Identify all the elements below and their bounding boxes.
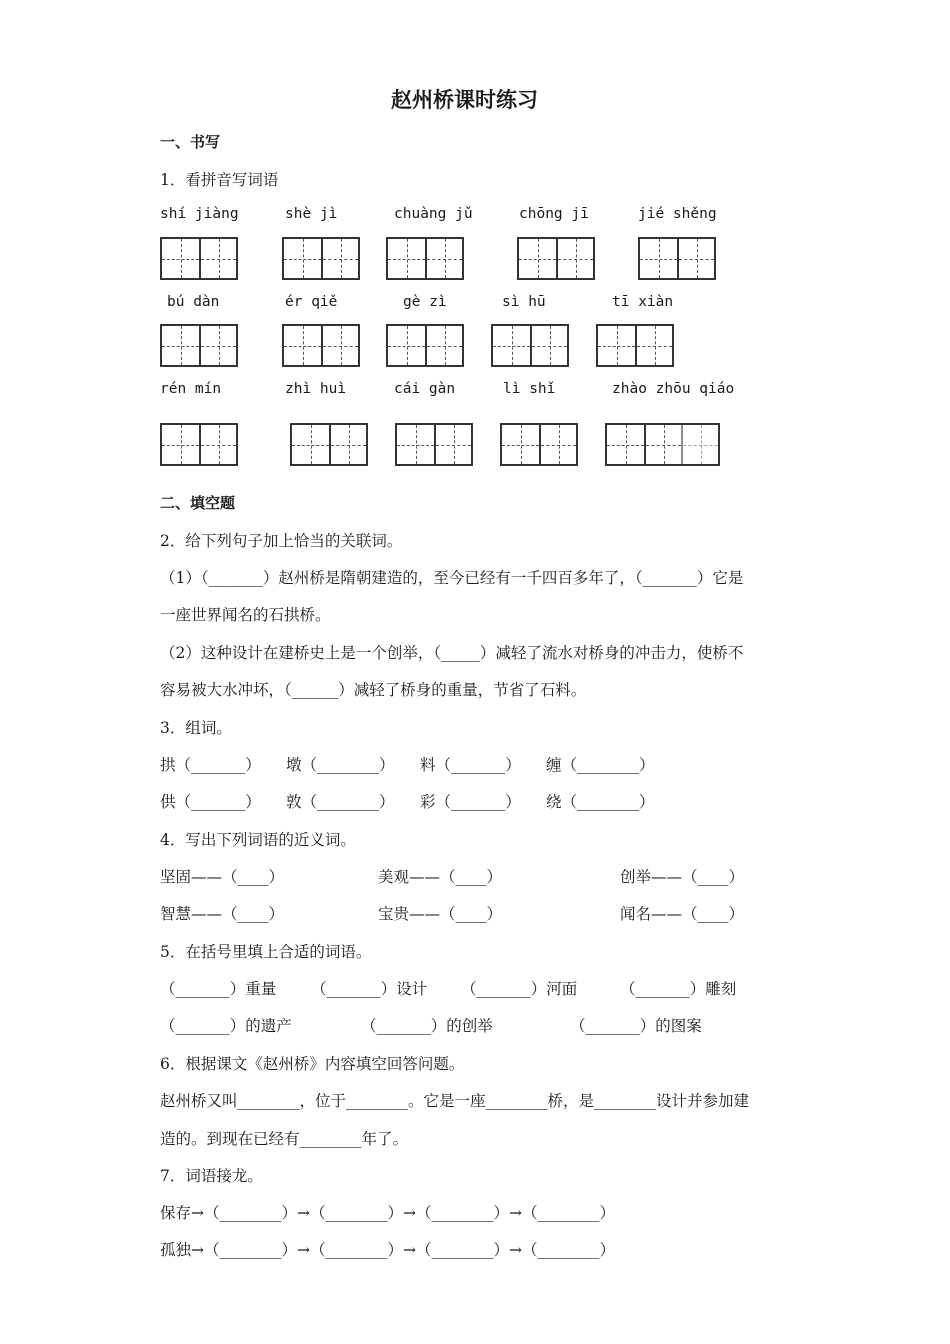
pinyin-label: shí jiàng: [160, 206, 239, 222]
pinyin-label: shè jì: [285, 206, 338, 222]
fill-phrase-item: （_______）的创举: [361, 1017, 493, 1035]
synonym-item: 宝贵——（____）: [378, 905, 503, 923]
question-2-sentence: （1）（_______）赵州桥是隋朝建造的，至今已经有一千四百多年了，（_______）它是: [160, 569, 744, 587]
section-heading-writing: 一、书写: [160, 133, 221, 151]
word-building-item: 料（_______）: [420, 756, 521, 774]
pinyin-label: sì hū: [502, 294, 546, 310]
question-7-prompt: 7．词语接龙。: [160, 1167, 263, 1185]
writing-grid[interactable]: [160, 423, 238, 466]
fill-phrase-item: （_______）的遗产: [160, 1017, 292, 1035]
writing-grid[interactable]: [638, 237, 716, 280]
pinyin-label: jié shěng: [638, 206, 717, 222]
writing-grid[interactable]: [160, 237, 238, 280]
writing-grid[interactable]: [386, 237, 464, 280]
writing-grid[interactable]: [517, 237, 595, 280]
word-building-item: 墩（________）: [286, 756, 395, 774]
fill-phrase-item: （_______）设计: [311, 980, 428, 998]
pinyin-label: gè zì: [403, 294, 447, 310]
pinyin-label: bú dàn: [167, 294, 220, 310]
pinyin-label: zhào zhōu qiáo: [612, 381, 735, 397]
word-chain-row: 孤独→（________）→（________）→（________）→（________）: [160, 1241, 615, 1259]
question-2-prompt: 2．给下列句子加上恰当的关联词。: [160, 532, 403, 550]
pinyin-label: cái gàn: [394, 381, 456, 397]
word-building-item: 拱（_______）: [160, 756, 261, 774]
question-3-prompt: 3．组词。: [160, 719, 232, 737]
section-heading-fill-in: 二、填空题: [160, 494, 236, 512]
writing-grid[interactable]: [395, 423, 473, 466]
pinyin-label: lì shǐ: [503, 381, 556, 397]
synonym-item: 闻名——（____）: [620, 905, 745, 923]
question-4-prompt: 4．写出下列词语的近义词。: [160, 831, 356, 849]
question-6-line: 赵州桥又叫________，位于________。它是一座________桥，是________设计并参加建: [160, 1092, 750, 1110]
question-2-sentence: （2）这种设计在建桥史上是一个创举，（_____）减轻了流水对桥身的冲击力，使桥不: [160, 644, 744, 662]
word-chain-row: 保存→（________）→（________）→（________）→（________）: [160, 1204, 615, 1222]
page-title: 赵州桥课时练习: [391, 88, 538, 112]
writing-grid[interactable]: [596, 324, 674, 367]
fill-phrase-item: （_______）雕刻: [620, 980, 737, 998]
writing-grid[interactable]: [605, 423, 720, 466]
question-5-prompt: 5．在括号里填上合适的词语。: [160, 943, 372, 961]
pinyin-label: chuàng jǔ: [394, 206, 473, 222]
writing-grid[interactable]: [491, 324, 569, 367]
pinyin-label: zhì huì: [285, 381, 347, 397]
synonym-item: 智慧——（____）: [160, 905, 285, 923]
synonym-item: 坚固——（____）: [160, 868, 285, 886]
writing-grid[interactable]: [290, 423, 368, 466]
writing-grid[interactable]: [282, 237, 360, 280]
synonym-item: 创举——（____）: [620, 868, 745, 886]
word-building-item: 缠（________）: [546, 756, 655, 774]
fill-phrase-item: （_______）河面: [461, 980, 578, 998]
question-2-sentence: 一座世界闻名的石拱桥。: [160, 606, 331, 624]
question-2-sentence: 容易被大水冲坏，（______）减轻了桥身的重量，节省了石料。: [160, 681, 587, 699]
word-building-item: 绕（________）: [546, 793, 655, 811]
word-building-item: 敦（________）: [286, 793, 395, 811]
writing-grid[interactable]: [500, 423, 578, 466]
word-building-item: 供（_______）: [160, 793, 261, 811]
writing-grid[interactable]: [282, 324, 360, 367]
pinyin-label: ér qiě: [285, 294, 338, 310]
writing-grid[interactable]: [160, 324, 238, 367]
question-6-line: 造的。到现在已经有________年了。: [160, 1130, 409, 1148]
fill-phrase-item: （_______）重量: [160, 980, 277, 998]
pinyin-label: tī xiàn: [612, 294, 674, 310]
pinyin-label: chōng jī: [519, 206, 589, 222]
pinyin-label: rén mín: [160, 381, 222, 397]
writing-grid[interactable]: [386, 324, 464, 367]
fill-phrase-item: （_______）的图案: [570, 1017, 702, 1035]
question-1-prompt: 1．看拼音写词语: [160, 171, 279, 189]
question-6-prompt: 6．根据课文《赵州桥》内容填空回答问题。: [160, 1055, 465, 1073]
word-building-item: 彩（_______）: [420, 793, 521, 811]
synonym-item: 美观——（____）: [378, 868, 503, 886]
